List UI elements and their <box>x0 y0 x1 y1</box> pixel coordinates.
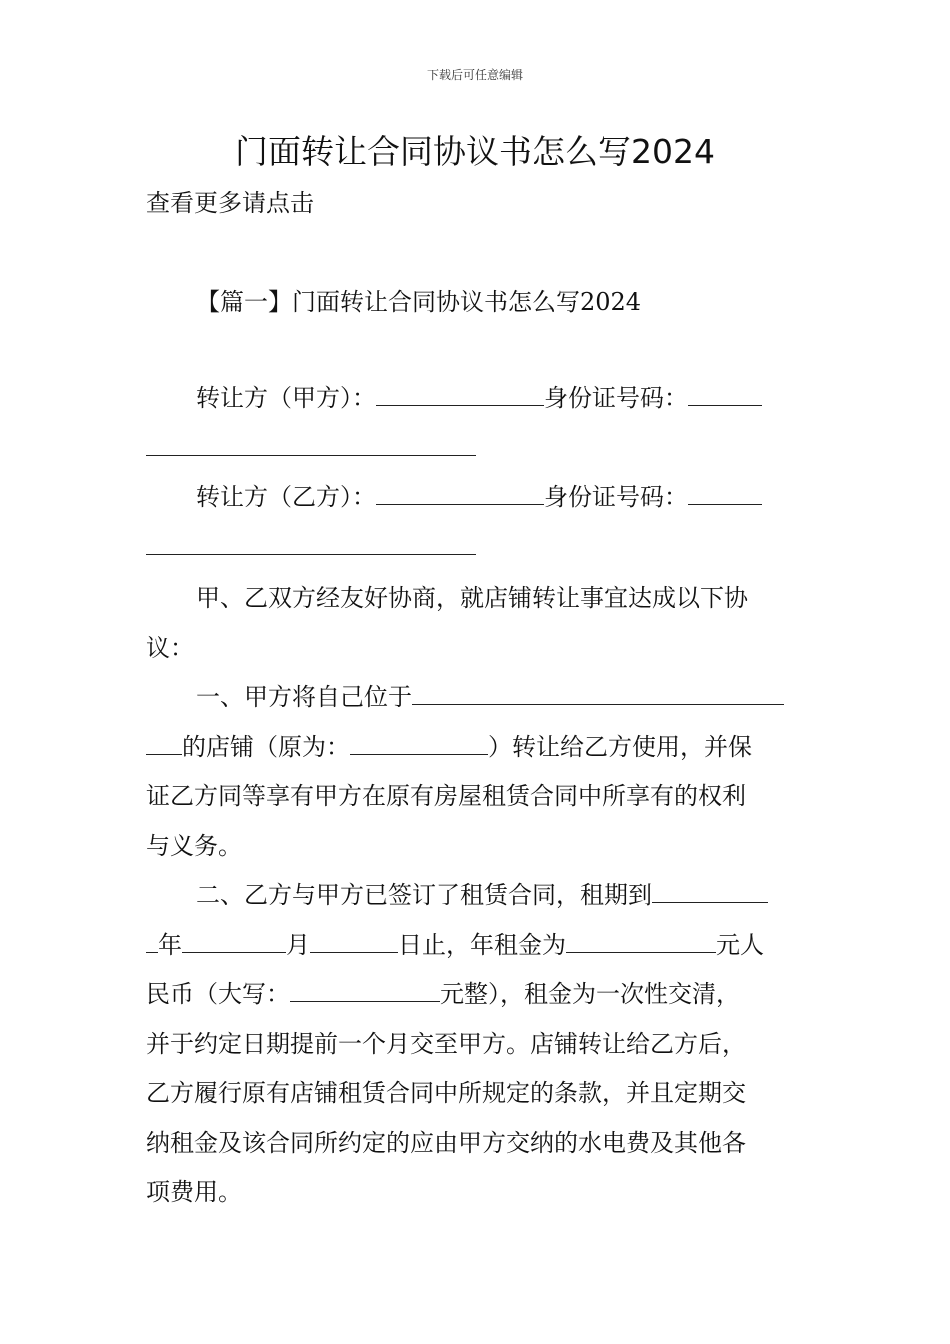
clause-2-year: 年 <box>158 930 182 959</box>
party-a-label: 转让方（甲方）： <box>196 384 376 412</box>
clause-2-year-blank-continued[interactable] <box>146 930 158 953</box>
clause-1-line-3: 证乙方同等享有甲方在原有房屋租赁合同中所享有的权利 <box>146 782 746 810</box>
party-a-name-blank[interactable] <box>376 383 544 406</box>
party-b-id-blank[interactable] <box>688 482 762 505</box>
clause-2-day-to: 日止，年租金为 <box>398 930 566 959</box>
clause-2-line-3b: 元整），租金为一次性交清， <box>440 980 740 1008</box>
clause-1-line-4: 与义务。 <box>146 831 242 860</box>
party-a-id-blank-continued[interactable] <box>146 433 476 456</box>
party-a-block <box>146 374 808 473</box>
party-b-block <box>146 473 808 572</box>
document-title: 门面转让合同协议书怎么写2024 <box>235 132 715 171</box>
clause-2-line-4: 并于约定日期提前一个月交至甲方。店铺转让给乙方后， <box>146 1029 746 1058</box>
clause-2-line-7: 项费用。 <box>146 1178 242 1206</box>
party-a-id-blank[interactable] <box>688 383 762 406</box>
clause-2-month-blank[interactable] <box>182 930 286 953</box>
clause-2-line-5: 乙方履行原有店铺租赁合同中所规定的条款，并且定期交 <box>146 1079 746 1107</box>
clause-2-part-1: 二、乙方与甲方已签订了租赁合同，租期到 <box>196 881 652 909</box>
clause-2-day-blank[interactable] <box>310 930 398 953</box>
party-b-id-blank-continued[interactable] <box>146 532 476 555</box>
intro-line-2: 议： <box>146 633 194 662</box>
clause-1-location-blank[interactable] <box>412 682 784 705</box>
clause-1-location-blank-continued[interactable] <box>146 732 182 755</box>
clause-2 <box>146 871 808 1218</box>
clause-1 <box>146 673 808 871</box>
party-a-id-label: 身份证号码： <box>544 384 688 412</box>
clause-2-rent-blank[interactable] <box>566 930 716 953</box>
intro-line-1: 甲、乙双方经友好协商，就店铺转让事宜达成以下协 <box>196 584 748 612</box>
intro-paragraph <box>146 574 808 673</box>
more-link[interactable]: 查看更多请点击 <box>146 189 314 217</box>
clause-2-line-6: 纳租金及该合同所约定的应由甲方交纳的水电费及其他各 <box>146 1128 746 1157</box>
party-b-id-label: 身份证号码： <box>544 483 688 511</box>
clause-2-rent-words-blank[interactable] <box>290 979 440 1002</box>
clause-2-month: 月 <box>286 930 310 959</box>
clause-1-part-3: ）转让给乙方使用，并保 <box>488 732 752 761</box>
party-b-label: 转让方（乙方）： <box>196 483 376 511</box>
clause-1-part-1: 一、甲方将自己位于 <box>196 683 412 711</box>
clause-2-rmb: 元人 <box>716 930 764 959</box>
clause-2-line-3a: 民币（大写： <box>146 980 290 1008</box>
section-heading: 【篇一】门面转让合同协议书怎么写2024 <box>196 288 642 316</box>
clause-2-year-blank[interactable] <box>652 880 768 903</box>
header-note: 下载后可任意编辑 <box>426 68 523 82</box>
clause-1-part-2: 的店铺（原为： <box>182 732 350 761</box>
party-b-name-blank[interactable] <box>376 482 544 505</box>
clause-1-original-blank[interactable] <box>350 732 488 755</box>
